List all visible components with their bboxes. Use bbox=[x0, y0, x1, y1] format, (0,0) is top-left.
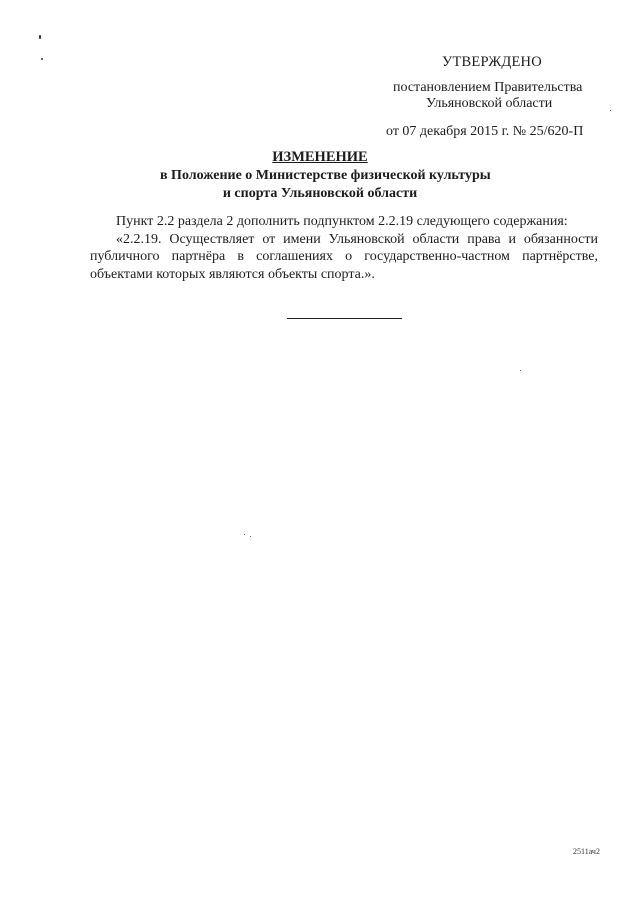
document-subtitle-line-2: и спорта Ульяновской области bbox=[222, 186, 418, 201]
body-paragraph-1: Пункт 2.2 раздела 2 дополнить подпунктом 2.2.19 следующего содержания: bbox=[116, 214, 568, 229]
document-title: ИЗМЕНЕНИЕ bbox=[272, 149, 368, 165]
end-divider-line bbox=[287, 318, 402, 319]
scan-speck bbox=[39, 35, 41, 39]
resolution-line-2: Ульяновской области bbox=[426, 96, 553, 111]
document-body bbox=[90, 213, 598, 283]
resolution-line-1: постановлением Правительства bbox=[393, 80, 583, 95]
scan-speck bbox=[250, 536, 251, 537]
body-paragraph-2: «2.2.19. Осуществляет от имени Ульяновской области права и обязанности публичного партнёра в соглашениях о государственно-частном партнёрстве, объектами которых являются объекты спорта.». bbox=[90, 231, 598, 282]
document-subtitle-line-1: в Положение о Министерстве физической культуры bbox=[160, 168, 491, 183]
resolution-date-number: от 07 декабря 2015 г. № 25/620-П bbox=[386, 124, 584, 139]
scan-speck bbox=[41, 58, 43, 60]
scan-speck bbox=[244, 534, 245, 535]
approved-stamp-text: УТВЕРЖДЕНО bbox=[442, 54, 542, 70]
scan-speck bbox=[610, 110, 611, 111]
page-code: 2511ач2 bbox=[573, 847, 600, 856]
scan-speck bbox=[520, 370, 521, 371]
